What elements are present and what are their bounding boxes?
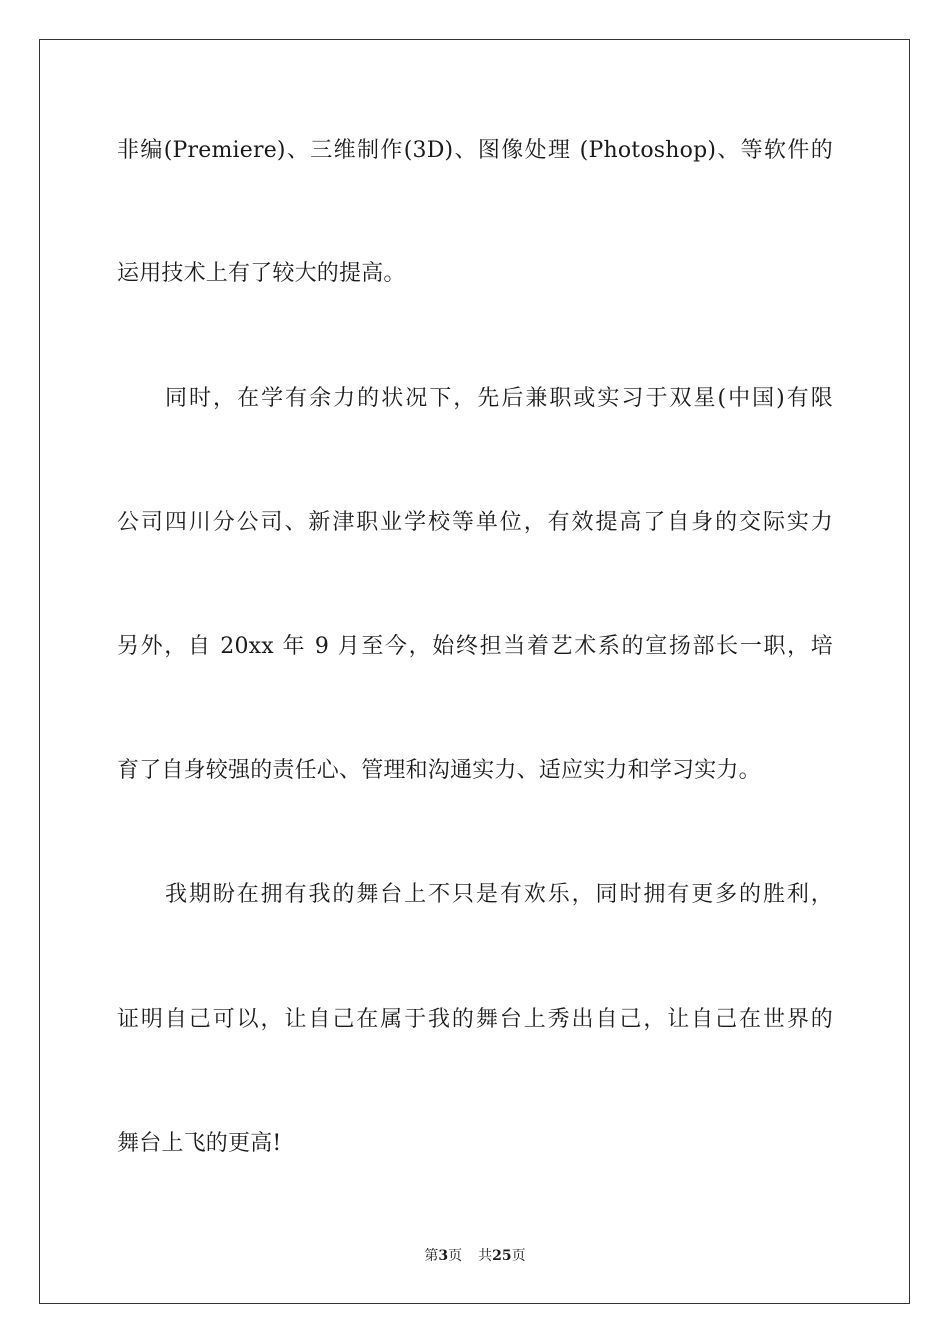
body-text-line: 育了自身较强的责任心、管理和沟通实力、适应实力和学习实力。 [117,758,761,783]
page-footer [0,1246,950,1266]
body-text-line: 另外，自 20xx 年 9 月至今，始终担当着艺术系的宣扬部长一职，培 [117,634,833,659]
body-text-line: 非编(Premiere)、三维制作(3D)、图像处理 (Photoshop)、等软件的 [117,138,833,163]
page-frame [39,39,910,1304]
current-page-number: 3 [438,1248,449,1264]
page-number-suffix: 页 [448,1248,463,1264]
body-text-line: 我期盼在拥有我的舞台上不只是有欢乐，同时拥有更多的胜利， [165,882,833,907]
total-page-count: 25 [492,1248,512,1264]
total-pages-prefix: 共 [478,1248,493,1264]
page-number-prefix: 第 [424,1248,439,1264]
body-text-line: 证明自己可以，让自己在属于我的舞台上秀出自己，让自己在世界的 [117,1007,833,1032]
total-pages-suffix: 页 [511,1248,526,1264]
body-text-line: 公司四川分公司、新津职业学校等单位，有效提高了自身的交际实力 [117,510,833,535]
body-text-line: 同时，在学有余力的状况下，先后兼职或实习于双星(中国)有限 [165,386,833,411]
body-text-line: 舞台上飞的更高! [117,1131,282,1156]
body-text-line: 运用技术上有了较大的提高。 [117,261,406,286]
